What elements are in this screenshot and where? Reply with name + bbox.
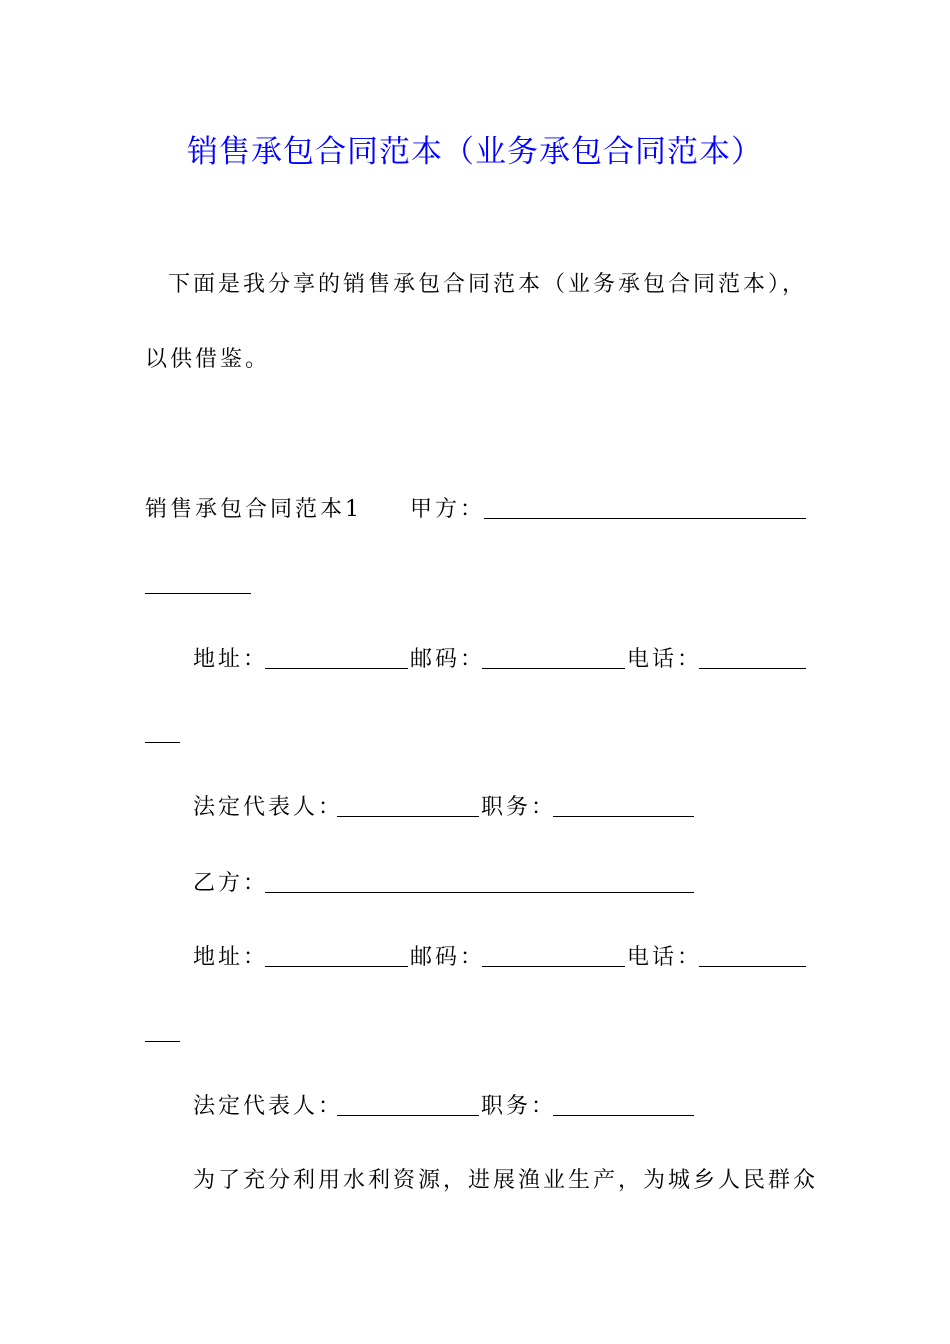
party-b-postcode-label: 邮码： [410, 945, 486, 970]
sample-heading: 销售承包合同范本1 [145, 497, 362, 522]
party-b-address-blank [265, 966, 408, 967]
party-a-row [410, 495, 485, 525]
party-a-position-label: 职务： [481, 795, 557, 820]
party-b-address-label: 地址： [193, 945, 269, 970]
party-a-address-blank [265, 668, 408, 669]
party-b-label: 乙方： [193, 871, 269, 896]
party-a-legal-rep-label: 法定代表人： [193, 795, 344, 820]
party-a-phone-blank [699, 668, 806, 669]
party-b-legal-rep-label: 法定代表人： [193, 1094, 344, 1119]
party-a-postcode-blank [482, 668, 625, 669]
intro-line-2: 以供借鉴。 [145, 347, 271, 372]
party-a-postcode-label: 邮码： [410, 647, 486, 672]
party-b-phone-label: 电话： [627, 945, 703, 970]
sample-heading-row [145, 495, 362, 525]
party-a-legal-rep-blank [337, 816, 479, 817]
party-b-phone-blank [699, 966, 806, 967]
intro-line-1: 下面是我分享的销售承包合同范本（业务承包合同范本）， [168, 272, 808, 297]
party-a-blank-continued [145, 593, 251, 594]
party-b-phone-blank-continued [145, 1041, 180, 1042]
party-a-position-blank [553, 816, 694, 817]
party-b-legal-rep-blank [337, 1115, 479, 1116]
party-b-blank [265, 892, 694, 893]
party-b-postcode-blank [482, 966, 625, 967]
party-a-label: 甲方： [410, 497, 486, 522]
party-a-phone-label: 电话： [627, 647, 703, 672]
party-a-phone-blank-continued [145, 742, 180, 743]
party-b-position-blank [553, 1115, 694, 1116]
party-b-position-label: 职务： [481, 1094, 557, 1119]
page-title: 销售承包合同范本（业务承包合同范本） [187, 134, 763, 170]
body-paragraph-line: 为了充分利用水利资源，进展渔业生产，为城乡人民群众 [193, 1168, 819, 1193]
party-a-blank [484, 518, 806, 519]
party-a-address-label: 地址： [193, 647, 269, 672]
